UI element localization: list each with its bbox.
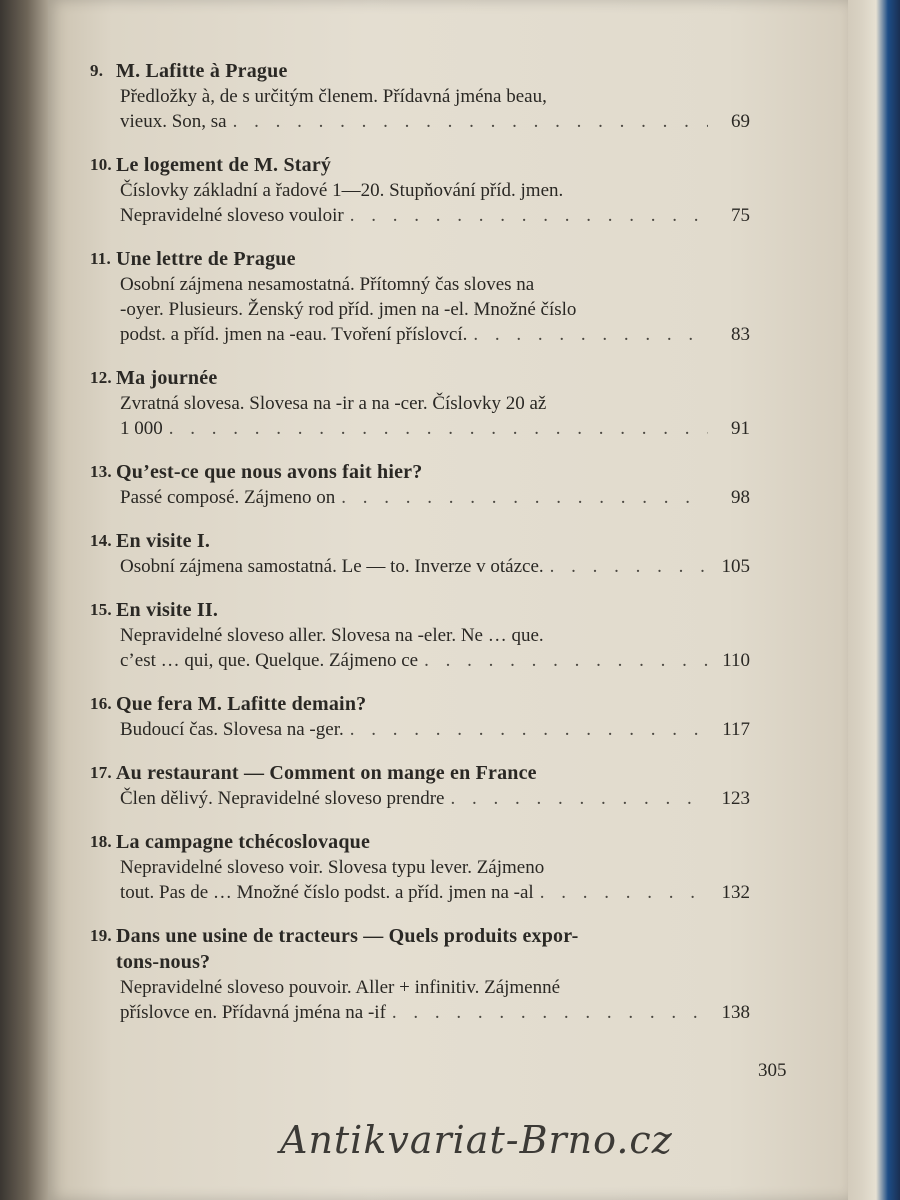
toc-entry-description-line: Předložky à, de s určitým členem. Přídavná jména beau, — [120, 86, 547, 107]
leader-dots — [550, 554, 708, 579]
toc-entry — [90, 246, 750, 347]
toc-entry-page-number: 117 — [722, 719, 750, 740]
toc-entry-page-number: 110 — [722, 650, 750, 671]
toc-entry-description-last-line — [90, 322, 750, 347]
toc-entry-title-text: En visite II. — [116, 599, 219, 621]
toc-entry-description-text: Osobní zájmena samostatná. Le — to. Inverze v otázce. — [120, 556, 544, 577]
toc-entry-title-text: Que fera M. Lafitte demain? — [116, 693, 367, 715]
toc-entry-title-text: Qu’est-ce que nous avons fait hier? — [116, 461, 423, 483]
toc-entry-page-number: 75 — [731, 205, 750, 226]
leader-dots — [473, 322, 708, 347]
toc-entry — [90, 152, 750, 228]
toc-entry-title-text: La campagne tchécoslovaque — [116, 831, 371, 853]
toc-entry-title-continuation: tons-nous? — [116, 951, 211, 973]
toc-entry-page-number: 83 — [731, 324, 750, 345]
toc-entry-number: 15. — [90, 600, 112, 619]
toc-entry-page-number: 69 — [731, 111, 750, 132]
leader-dots — [350, 717, 708, 742]
toc-entry-description-text: Budoucí čas. Slovesa na -ger. — [120, 719, 344, 740]
toc-entry-description-text: tout. Pas de … Množné číslo podst. a příd. jmen na -al — [120, 882, 534, 903]
toc-entry-description-line: Zvratná slovesa. Slovesa na -ir a na -cer. Číslovky 20 až — [120, 393, 547, 414]
book-cover-edge — [840, 0, 900, 1200]
toc-entry-page-number: 138 — [721, 1002, 750, 1023]
toc-entry-page-number: 105 — [721, 556, 750, 577]
toc-entry-description-last-line — [90, 1000, 750, 1025]
toc-entry-page-number: 91 — [731, 418, 750, 439]
leader-dots — [233, 109, 708, 134]
toc-entry-description-text: 1 000 — [120, 418, 163, 439]
toc-entry-number: 18. — [90, 832, 112, 851]
toc-entry-title — [90, 459, 750, 485]
toc-entry-title-text: Au restaurant — Comment on mange en France — [116, 762, 537, 784]
toc-entry-page-number: 123 — [721, 788, 750, 809]
toc-entry-number: 17. — [90, 763, 112, 782]
toc-entry-title-text: Dans une usine de tracteurs — Quels produits expor- — [116, 925, 579, 947]
toc-entry-description-line: Nepravidelné sloveso aller. Slovesa na -eler. Ne … que. — [120, 625, 544, 646]
leader-dots — [169, 416, 708, 441]
toc-entry-description-line: Nepravidelné sloveso pouvoir. Aller + infinitiv. Zájmenné — [120, 977, 561, 998]
toc-entry-page-number: 98 — [731, 487, 750, 508]
toc-entry-description-last-line — [90, 416, 750, 441]
toc-entry-title — [90, 365, 750, 391]
toc-entry-title-text: Ma journée — [116, 367, 218, 389]
toc-entry-title-text: M. Lafitte à Prague — [116, 60, 288, 82]
leader-dots — [350, 203, 708, 228]
toc-entry-description-text: Nepravidelné sloveso vouloir — [120, 205, 344, 226]
toc-entry-title — [90, 152, 750, 178]
toc-entry — [90, 829, 750, 905]
toc-entry-description-text: podst. a příd. jmen na -eau. Tvoření příslovcí. — [120, 324, 468, 345]
toc-entry-number: 10. — [90, 155, 112, 174]
toc-entry-description-text: Člen dělivý. Nepravidelné sloveso prendre — [120, 788, 445, 809]
leader-dots — [540, 880, 708, 905]
watermark: Antikvariat-Brno.cz — [280, 1118, 673, 1162]
toc-entry-description-last-line — [90, 203, 750, 228]
toc-entry-description-line: Nepravidelné sloveso voir. Slovesa typu lever. Zájmeno — [120, 857, 545, 878]
leader-dots — [341, 485, 708, 510]
toc-entry-number: 19. — [90, 926, 112, 945]
toc-entry-description-last-line — [90, 554, 750, 579]
toc-entry-description-last-line — [90, 648, 750, 673]
toc-entry-description-line: -oyer. Plusieurs. Ženský rod příd. jmen na -el. Množné číslo — [120, 299, 577, 320]
toc-entry-description-last-line — [90, 880, 750, 905]
toc-entry — [90, 528, 750, 579]
leader-dots — [424, 648, 708, 673]
toc-entry-description-last-line — [90, 717, 750, 742]
toc-entry-title — [90, 597, 750, 623]
toc-entry-title-text: Le logement de M. Starý — [116, 154, 332, 176]
book-page — [48, 0, 848, 1200]
toc-entry-description-text: Passé composé. Zájmeno on — [120, 487, 336, 508]
toc-entry-description-line: Číslovky základní a řadové 1—20. Stupňování příd. jmen. — [120, 180, 564, 201]
toc-entry — [90, 459, 750, 510]
toc-entry-number: 16. — [90, 694, 112, 713]
toc-entry — [90, 691, 750, 742]
toc-entry-description-line: Osobní zájmena nesamostatná. Přítomný čas sloves na — [120, 274, 535, 295]
toc-entry-description-text: c’est … qui, que. Quelque. Zájmeno ce — [120, 650, 419, 671]
toc-entry-title-text: En visite I. — [116, 530, 211, 552]
toc-entry-number: 12. — [90, 368, 112, 387]
leader-dots — [450, 786, 708, 811]
table-of-contents — [90, 58, 750, 1043]
toc-entry-number: 13. — [90, 462, 112, 481]
toc-entry-number: 14. — [90, 531, 112, 550]
toc-entry — [90, 923, 750, 1025]
toc-entry-number: 11. — [90, 249, 111, 268]
toc-entry-title — [90, 760, 750, 786]
toc-entry-title — [90, 691, 750, 717]
page-number: 305 — [758, 1060, 787, 1081]
toc-entry-title — [90, 829, 750, 855]
toc-entry-title — [90, 528, 750, 554]
toc-entry-number: 9. — [90, 61, 104, 80]
toc-entry-description-last-line — [90, 485, 750, 510]
leader-dots — [392, 1000, 708, 1025]
toc-entry-page-number: 132 — [721, 882, 750, 903]
toc-entry-title — [90, 923, 750, 949]
toc-entry-description-text: vieux. Son, sa — [120, 111, 227, 132]
toc-entry-title — [90, 58, 750, 84]
toc-entry-description-last-line — [90, 109, 750, 134]
toc-entry-description-last-line — [90, 786, 750, 811]
toc-entry-description-text: příslovce en. Přídavná jména na -if — [120, 1002, 386, 1023]
toc-entry-title-text: Une lettre de Prague — [116, 248, 296, 270]
toc-entry — [90, 58, 750, 134]
toc-entry-title — [90, 246, 750, 272]
toc-entry — [90, 365, 750, 441]
toc-entry — [90, 760, 750, 811]
toc-entry — [90, 597, 750, 673]
